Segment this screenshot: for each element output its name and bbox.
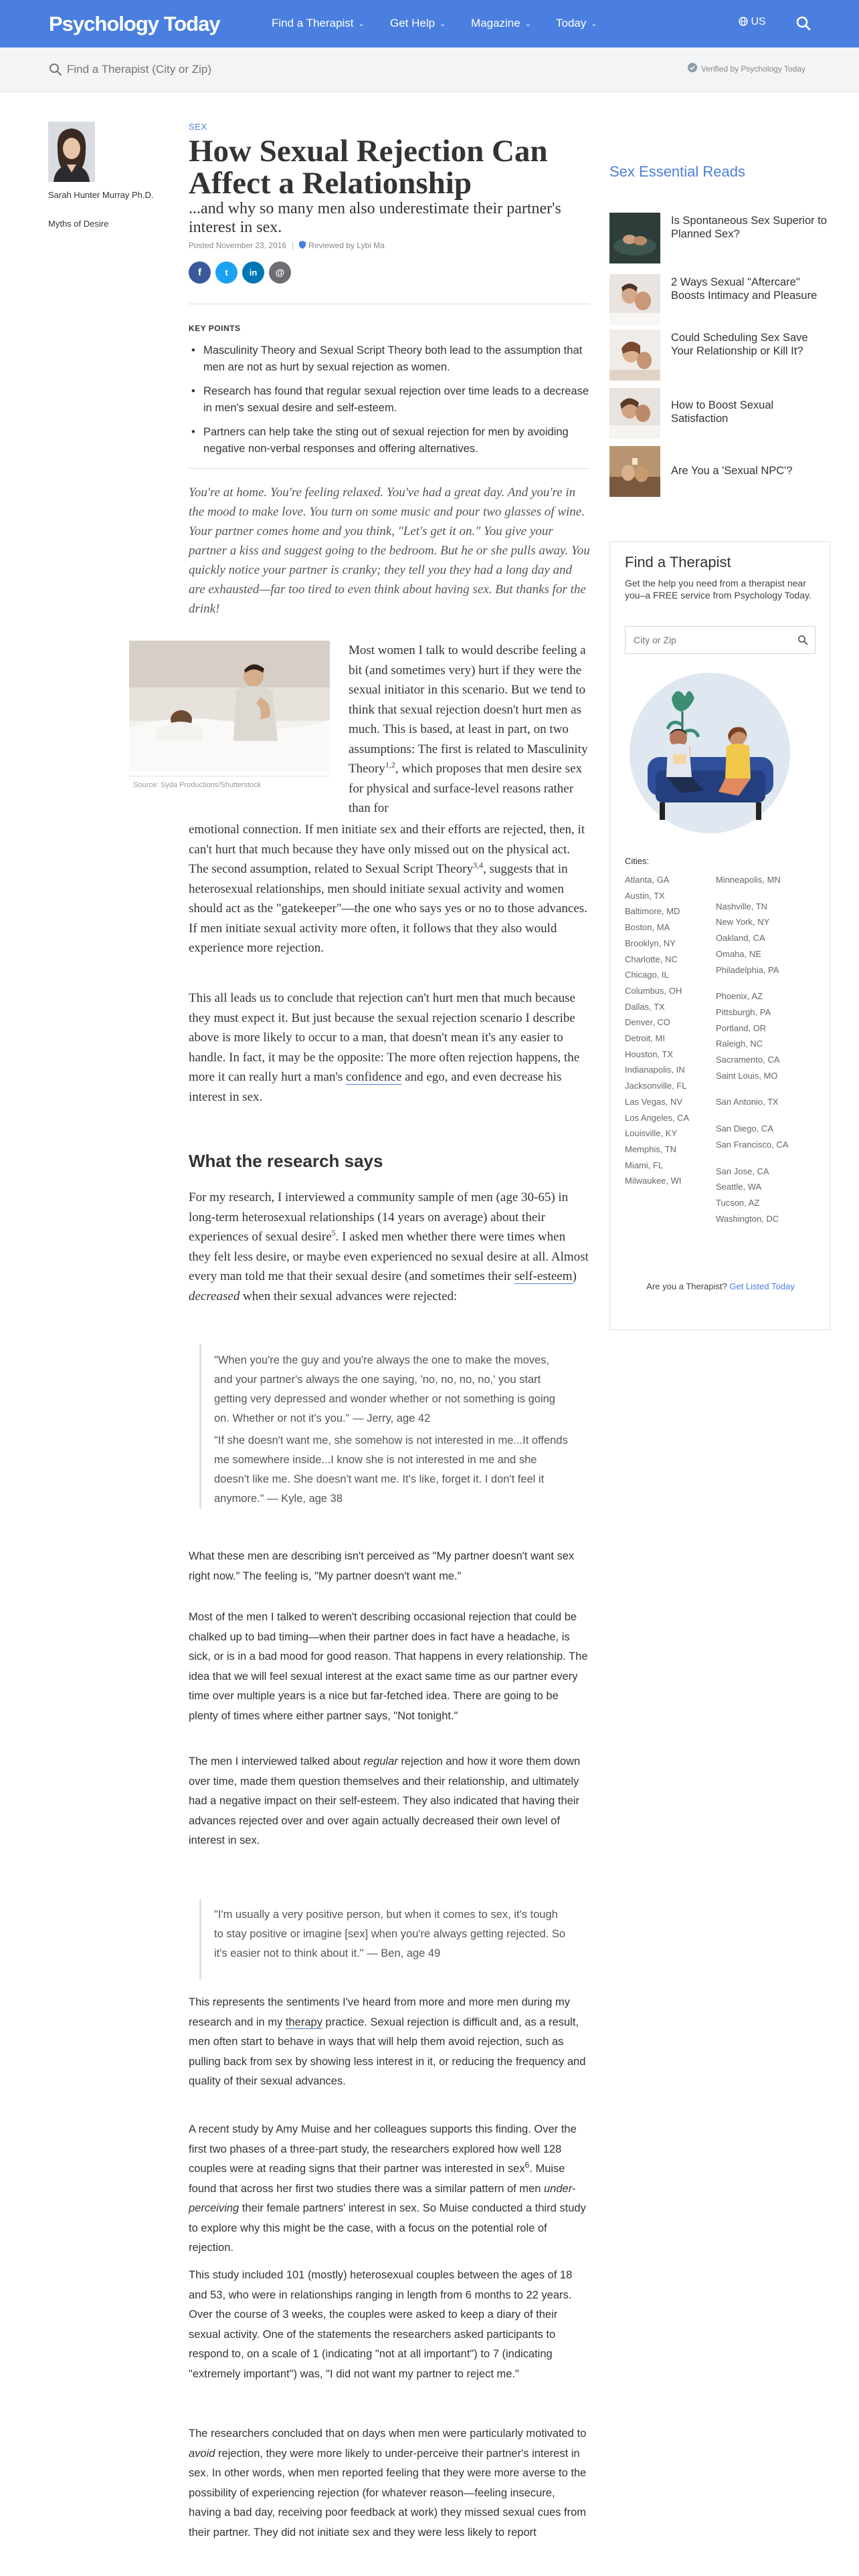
self-esteem-link[interactable]: self-esteem	[514, 1269, 573, 1283]
city-link[interactable]: Miami, FL	[625, 1160, 664, 1170]
essential-read-item[interactable]	[609, 274, 830, 326]
city-link[interactable]: San Jose, CA	[716, 1166, 769, 1176]
blockquote-bar	[199, 1344, 201, 1509]
top-navigation-bar	[0, 0, 859, 47]
city-link[interactable]: Houston, TX	[625, 1049, 674, 1059]
text-run: )	[572, 1269, 577, 1283]
essential-read-thumbnail	[609, 388, 660, 439]
key-point: • Masculinity Theory and Sexual Script Theory both lead to the assumption that men are not as hurt by sexual rejection as women.	[189, 342, 590, 376]
city-link[interactable]: Chicago, IL	[625, 970, 669, 980]
chevron-down-icon: ⌄	[358, 20, 365, 28]
email-share-button[interactable]: @	[269, 261, 291, 284]
article-image	[129, 641, 330, 771]
city-link[interactable]: Omaha, NE	[716, 948, 761, 959]
city-link[interactable]: Tucson, AZ	[716, 1197, 760, 1208]
citation[interactable]: 3,4	[472, 860, 483, 870]
essential-read-title: Is Spontaneous Sex Superior to Planned Sex?	[671, 215, 827, 240]
chevron-down-icon: ⌄	[591, 20, 597, 28]
citation[interactable]: 1,2	[385, 760, 395, 770]
intro-paragraph: You're at home. You're feeling relaxed. You've had a great day. And you're in the mood to make love. You turn on some music and pour two glasses of wine. Your partner comes home and you think, "Let's get it on." You give your partner a kiss and suggest going to the bedroom. But he or she pulls away. You quickly notice your partner is cranky; they tell you they had a long day and are exhausted—far too tired to even think about having sex. But thanks for the drink!	[189, 486, 590, 616]
city-link[interactable]: Baltimore, MD	[625, 906, 680, 917]
key-point: • Partners can help take the sting out of sexual rejection for men by avoiding negative non-verbal responses and offering alternatives.	[189, 424, 590, 457]
city-link[interactable]: Louisville, KY	[625, 1128, 678, 1139]
posted-date: Posted November 23, 2016	[189, 241, 287, 250]
linkedin-share-button[interactable]: in	[242, 261, 264, 284]
city-link[interactable]: Denver, CO	[625, 1017, 670, 1028]
find-a-therapist-title: Find a Therapist	[625, 554, 731, 570]
city-link[interactable]: Saint Louis, MO	[716, 1070, 778, 1081]
search-icon[interactable]	[797, 635, 808, 645]
text-run: practice. Sexual rejection is difficult and, as a result, men often start to behave in ways that will help them avoid rejection, such as pulling back from sex by showing less interest in it, or reducing the frequency and quality of their sexual advances.	[189, 2016, 586, 2087]
key-point: • Research has found that regular sexual rejection over time leads to a decrease in men's sexual desire and self-esteem.	[189, 383, 590, 417]
chevron-down-icon: ⌄	[440, 20, 446, 28]
body-paragraph-4: What these men are describing isn't perceived as "My partner doesn't want sex right now." The feeling is, "My partner doesn't want me."	[189, 1550, 575, 1582]
find-a-therapist-description: Get the help you need from a therapist near you–a FREE service from Psychology Today.	[625, 578, 812, 601]
get-listed-link[interactable]: Get Listed Today	[729, 1281, 795, 1291]
essential-read-item[interactable]	[609, 330, 830, 382]
reviewed-by[interactable]: Reviewed by Lybi Ma	[308, 241, 385, 250]
body-paragraph-7	[189, 1993, 590, 2092]
emphasis: avoid	[189, 2447, 215, 2460]
city-link[interactable]: Minneapolis, MN	[716, 875, 781, 885]
text-run: when their sexual advances were rejected:	[240, 1289, 458, 1303]
city-link[interactable]: Pittsburgh, PA	[716, 1006, 771, 1017]
city-link[interactable]: Washington, DC	[716, 1213, 779, 1224]
essential-read-thumbnail-image	[609, 446, 660, 497]
region-selector[interactable]	[739, 16, 766, 28]
therapist-question: Are you a Therapist?	[646, 1281, 727, 1291]
nav-get-help[interactable]	[390, 17, 446, 30]
text-run: This represents the sentiments I've heard from more and more men during my research and in my	[189, 1996, 570, 2028]
text-run: their female partners' interest in sex. So Muise conducted a third study to explore why this might be the case, with a focus on the potential role of rejection.	[189, 2202, 586, 2254]
essential-read-thumbnail	[609, 213, 660, 263]
essential-read-title: Could Scheduling Sex Save Your Relationship or Kill It?	[671, 332, 808, 357]
nav-find-a-therapist[interactable]	[272, 17, 365, 30]
essential-read-thumbnail	[609, 274, 660, 325]
author-blog-name[interactable]: Myths of Desire	[48, 219, 109, 229]
text-run: rejection and how it wore them down over time, made them question themselves and their relationship, and ultimately had a negative impact on their self-esteem. They also indicated that having their advances rejected over and over again actually decreased their own level of interest in sex.	[189, 1755, 581, 1846]
divider	[189, 468, 590, 469]
text-run: , which proposes that men desire sex for physical and surface-level reasons rather than for	[349, 762, 583, 815]
emphasis: decreased	[189, 1289, 240, 1303]
blockquote-bar	[199, 1899, 201, 1979]
text-run: , suggests that in heterosexual relationships, men should initiate sexual activity and women should act as the "gatekeeper"—the one who says yes or no to those advances. If men initiate sexual activity more often, it follows that they also would experience more rejection.	[189, 862, 587, 955]
twitter-share-button[interactable]: t	[215, 261, 237, 284]
city-link[interactable]: San Antonio, TX	[716, 1097, 779, 1107]
meta-separator: |	[292, 241, 294, 250]
verified-check-icon	[687, 62, 698, 73]
city-link[interactable]: Boston, MA	[625, 922, 670, 933]
text-run: Most women I talk to would describe feeling a bit (and sometimes very) hurt if they were the sexual initiator in this scenario. But we tend to think that sexual rejection doesn't hurt men as much. This is based, at least in part, on two assumptions: The first is related to Masculinity Theory	[349, 643, 588, 776]
city-link[interactable]: Philadelphia, PA	[716, 964, 779, 975]
author-portrait	[48, 122, 95, 182]
city-link[interactable]: Seattle, WA	[716, 1182, 762, 1192]
article-title: How Sexual Rejection Can Affect a Relationship	[189, 134, 548, 201]
city-link[interactable]: Phoenix, AZ	[716, 991, 763, 1002]
city-link[interactable]: Austin, TX	[625, 890, 665, 901]
essential-read-thumbnail-image	[609, 213, 660, 263]
body-paragraph-6	[189, 1752, 590, 1851]
nav-label: Find a Therapist	[272, 17, 354, 29]
essential-read-item[interactable]	[609, 388, 830, 440]
therapist-search-input[interactable]	[67, 61, 401, 78]
city-link[interactable]: Raleigh, NC	[716, 1039, 763, 1049]
nav-label: Get Help	[390, 17, 436, 29]
city-link[interactable]: Indianapolis, IN	[625, 1065, 685, 1075]
therapy-session-illustration	[625, 671, 795, 835]
text-run: A recent study by Amy Muise and her colleagues supports this finding. Over the first two phases of a three-part study, the researchers explored how well 128 couples were at reading signs that their partner was interested in sex	[189, 2123, 577, 2175]
therapist-listing-cta	[610, 1281, 831, 1293]
city-link[interactable]: San Francisco, CA	[716, 1139, 789, 1150]
section-heading: What the research says	[189, 1151, 383, 1171]
city-link[interactable]: Memphis, TN	[625, 1144, 677, 1154]
nav-label: Magazine	[471, 17, 520, 29]
essential-read-item[interactable]	[609, 446, 830, 498]
essential-read-thumbnail	[609, 330, 660, 381]
essential-read-thumbnail	[609, 446, 660, 497]
city-link[interactable]: Milwaukee, WI	[625, 1176, 682, 1186]
essential-read-thumbnail-image	[609, 330, 660, 381]
city-link[interactable]: Nashville, TN	[716, 901, 768, 911]
text-run: For my research, I interviewed a community sample of men (age 30-65) in long-term heterosexual relationships (14 years on average) about their experiences of sexual desire	[189, 1190, 569, 1244]
city-link[interactable]: Dallas, TX	[625, 1001, 665, 1012]
key-points-list	[189, 342, 590, 465]
verified-badge-text: Verified by Psychology Today	[701, 64, 805, 74]
body-paragraph-3	[189, 1188, 590, 1306]
article-meta	[189, 241, 385, 250]
topic-kicker[interactable]: SEX	[189, 122, 207, 132]
therapy-link[interactable]: therapy	[285, 2016, 322, 2028]
article-subtitle: ...and why so many men also underestimate their partner's interest in sex.	[189, 200, 561, 236]
city-link[interactable]: Brooklyn, NY	[625, 938, 676, 948]
key-points-heading: KEY POINTS	[189, 324, 241, 333]
region-label: US	[751, 16, 766, 27]
nav-today[interactable]	[556, 17, 597, 30]
body-paragraph-1	[189, 820, 590, 958]
city-link[interactable]: Detroit, MI	[625, 1033, 665, 1043]
text-run: emotional connection. If men initiate sex and their efforts are rejected, then, it can't hurt that much because they have only missed out on the physical act. The second assumption, related to Sexual Script Theory	[189, 823, 585, 876]
author-avatar[interactable]	[48, 122, 95, 182]
author-name[interactable]: Sarah Hunter Murray Ph.D.	[48, 190, 154, 200]
body-paragraph-9: This study included 101 (mostly) heterosexual couples between the ages of 18 and 53, who were in relationships ranging in length from 6 months to 22 years. Over the course of 3 weeks, the couples were asked to keep a diary of their sexual activity. One of the statements the researchers asked participants to respond to, on a scale of 1 (indicating "not at all important") to 7 (indicating "extremely important") was, "I did not want my partner to reject me."	[189, 2269, 573, 2380]
blockquote-ben: "I'm usually a very positive person, but when it comes to sex, it's tough to stay positive or imagine [sex] when you're always getting rejected. So it's easier not to think about it." — Ben, age 49	[214, 1909, 566, 1959]
body-paragraph-2	[189, 988, 590, 1107]
image-caption: Source: Syda Productions/Shutterstock	[133, 781, 262, 789]
facebook-share-button[interactable]: f	[189, 261, 211, 284]
city-link[interactable]: Las Vegas, NV	[625, 1096, 682, 1107]
find-a-therapist-box	[609, 541, 830, 1330]
text-run: . Muise found that across her first two studies there was a similar pattern of men	[189, 2163, 565, 2195]
globe-icon	[739, 17, 748, 26]
text-run: rejection, they were more likely to under-perceive their partner's interest in sex. In other words, when men reported feeling that they were more averse to the possibility of experiencing rejection (for whatever reason—feeling insecure, having a bad day, receiving poor feedback at work) they missed sexual cues from their partner. They did not initiate sex and they were less likely to report	[189, 2447, 587, 2539]
shield-icon	[299, 241, 306, 249]
city-zip-input[interactable]	[625, 626, 816, 654]
search-icon	[48, 62, 63, 77]
city-link[interactable]: San Diego, CA	[716, 1123, 773, 1134]
essential-read-title: Are You a 'Sexual NPC'?	[671, 465, 793, 477]
citation[interactable]: 6	[524, 2160, 530, 2170]
essential-reads-heading: Sex Essential Reads	[609, 163, 745, 180]
essential-read-item[interactable]	[609, 213, 830, 265]
city-link[interactable]: Charlotte, NC	[625, 954, 678, 964]
essential-read-thumbnail-image	[609, 388, 660, 439]
essential-read-title: 2 Ways Sexual "Aftercare" Boosts Intimacy and Pleasure	[671, 276, 818, 302]
body-paragraph-8	[189, 2120, 590, 2258]
emphasis: regular	[363, 1755, 398, 1767]
city-link[interactable]: New York, NY	[716, 917, 770, 928]
cities-label: Cities:	[625, 856, 650, 866]
city-link[interactable]: Oakland, CA	[716, 933, 765, 944]
body-paragraph-1-side	[349, 641, 590, 819]
city-link[interactable]: Portland, OR	[716, 1023, 767, 1033]
chevron-down-icon: ⌄	[524, 20, 531, 28]
couple-in-bed-photo	[129, 641, 330, 771]
nav-magazine[interactable]	[471, 17, 531, 30]
body-paragraph-10	[189, 2424, 590, 2543]
essential-read-title: How to Boost Sexual Satisfaction	[671, 399, 774, 425]
city-link[interactable]: Columbus, OH	[625, 985, 682, 996]
city-link[interactable]: Atlanta, GA	[625, 875, 670, 885]
nav-label: Today	[556, 17, 587, 29]
confidence-link[interactable]: confidence	[346, 1070, 402, 1084]
text-run: The men I interviewed talked about	[189, 1755, 364, 1767]
city-link[interactable]: Sacramento, CA	[716, 1055, 780, 1065]
site-logo[interactable]: Psychology Today	[49, 12, 220, 35]
body-paragraph-5: Most of the men I talked to weren't describing occasional rejection that could be chalked up to bad timing—when their partner does in fact have a headache, is sick, or is in a bad mood for good reason. That happens in every relationship. The idea that we will feel sexual interest at the exact same time as our partner every time over multiple years is a nice but far-fetched idea. There are going to be plenty of times where either partner says, "Not tonight."	[189, 1611, 588, 1722]
city-link[interactable]: Los Angeles, CA	[625, 1112, 690, 1123]
emphasis: under-perceiving	[189, 2182, 576, 2214]
text-run: . I asked men whether there were times when they felt less desire, or maybe even experienced no sexual desire at all. Almost every man told me that their sexual desire (and sometimes their	[189, 1230, 589, 1283]
text-run: The researchers concluded that on days when men were particularly motivated to	[189, 2428, 587, 2440]
search-icon[interactable]	[795, 15, 812, 32]
therapist-search-bar	[0, 47, 859, 92]
text-run: and ego, and even decrease his interest in sex.	[189, 1070, 562, 1104]
essential-read-thumbnail-image	[609, 274, 660, 325]
blockquote-jerry: "When you're the guy and you're always the one to make the moves, and your partner's always the one saying, 'no, no, no, no,' you start getting very depressed and wonder whether or not something is going on. Whether or not it's you." — Jerry, age 42	[214, 1354, 555, 1424]
citation[interactable]: 5	[331, 1228, 336, 1238]
city-link[interactable]: Jacksonville, FL	[625, 1081, 687, 1091]
blockquote-kyle: "If she doesn't want me, she somehow is not interested in me...It offends me somewhere inside...I know she is not interested in me and she doesn't like me. She doesn't want me. It's like, forget it. I don't feel it anymore." — Kyle, age 38	[214, 1434, 568, 1505]
text-run: This all leads us to conclude that rejection can't hurt men that much because they must expect it. But just because the sexual rejection scenario I describe above is more likely to occur to a man, that doesn't mean it's any easier to handle. In fact, it may be the opposite: The more often rejection happens, the more it can really hurt a man's	[189, 991, 580, 1084]
